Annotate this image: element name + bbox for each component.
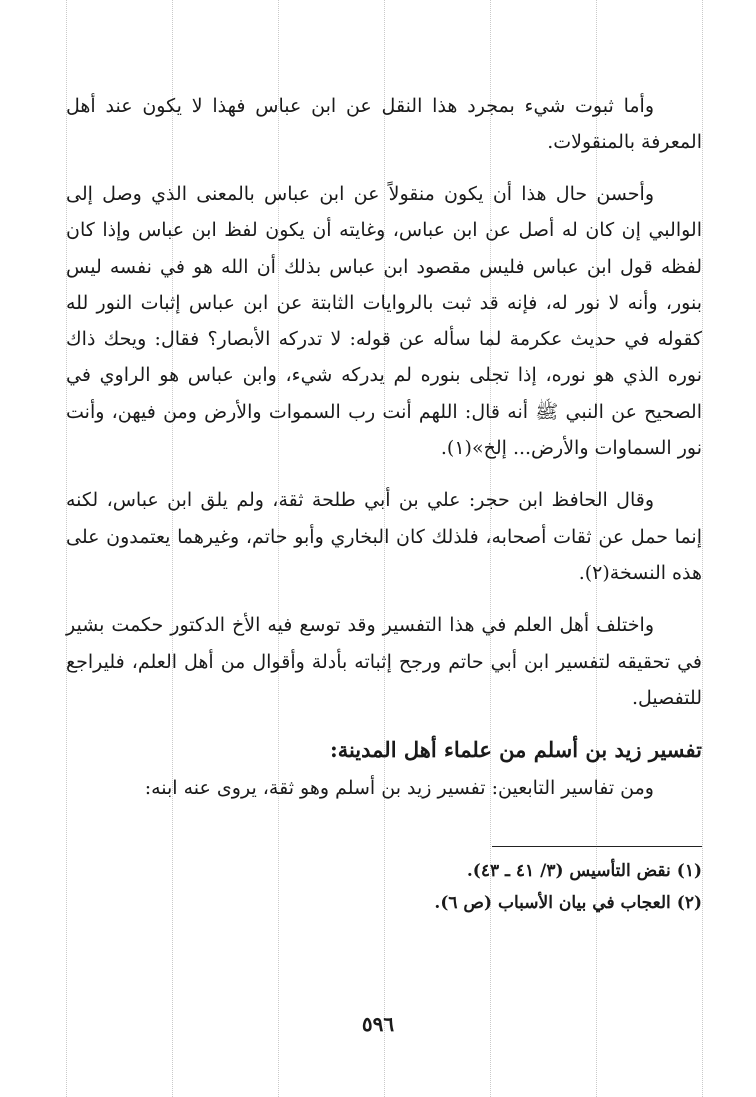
footnote-1-text: نقض التأسيس (٣/ ٤١ ـ ٤٣). [466, 861, 671, 882]
page-number: ٥٩٦ [361, 1012, 395, 1036]
paragraph-1: وأما ثبوت شيء بمجرد هذا النقل عن ابن عباس فهذا لا يكون عند أهل المعرفة بالمنقولات. [66, 95, 702, 153]
paragraph-4: واختلف أهل العلم في هذا التفسير وقد توسع فيه الأخ الدكتور حكمت بشير في تحقيقه لتفسير ابن أبي حاتم ورجح إثباته بأدلة وأقوال من أهل العلم، فليراجع للتفصيل. [66, 614, 702, 709]
footnote-1-number: (١) [676, 861, 702, 882]
paragraph-3: وقال الحافظ ابن حجر: علي بن أبي طلحة ثقة، ولم يلق ابن عباس، لكنه إنما حمل عن ثقات أصحابه، فلذلك كان البخاري وأبو حاتم، وغيرهما يعتمدون على هذه النسخة(٢). [66, 489, 702, 584]
page-content [66, 88, 702, 919]
footnote-2 [66, 887, 702, 919]
footnote-1 [66, 855, 702, 887]
section-heading: تفسير زيد بن أسلم من علماء أهل المدينة: [329, 737, 702, 763]
paragraph-2: وأحسن حال هذا أن يكون منقولاً عن ابن عباس بالمعنى الذي وصل إلى الوالبي إن كان له أصل عن ابن عباس، وغايته أن يكون لفظ ابن عباس وإذا كان لفظه قول ابن عباس فليس مقصود ابن عباس بذلك أن الله هو في نفسه ليس بنور، وأنه لا نور له، فإنه قد ثبت بالروايات الثابتة عن ابن عباس إثبات النور لله كقوله في حديث عكرمة لما سأله عن قوله: لا تدركه الأبصار؟ فقال: ويحك ذاك نوره الذي هو نوره، إذا تجلى بنوره لم يدركه شيء، وابن عباس هو الراوي في الصحيح عن النبي ﷺ أنه قال: اللهم أنت رب السموات والأرض ومن فيهن، وأنت نور السماوات والأرض... إلخ»(١). [66, 183, 702, 460]
footnote-2-number: (٢) [676, 893, 702, 914]
paragraph-after-heading: ومن تفاسير التابعين: تفسير زيد بن أسلم وهو ثقة، يروى عنه ابنه: [144, 777, 654, 800]
footnote-separator [492, 846, 702, 847]
footnote-2-text: العجاب في بيان الأسباب (ص ٦). [434, 893, 671, 914]
grid-line [702, 0, 703, 1097]
